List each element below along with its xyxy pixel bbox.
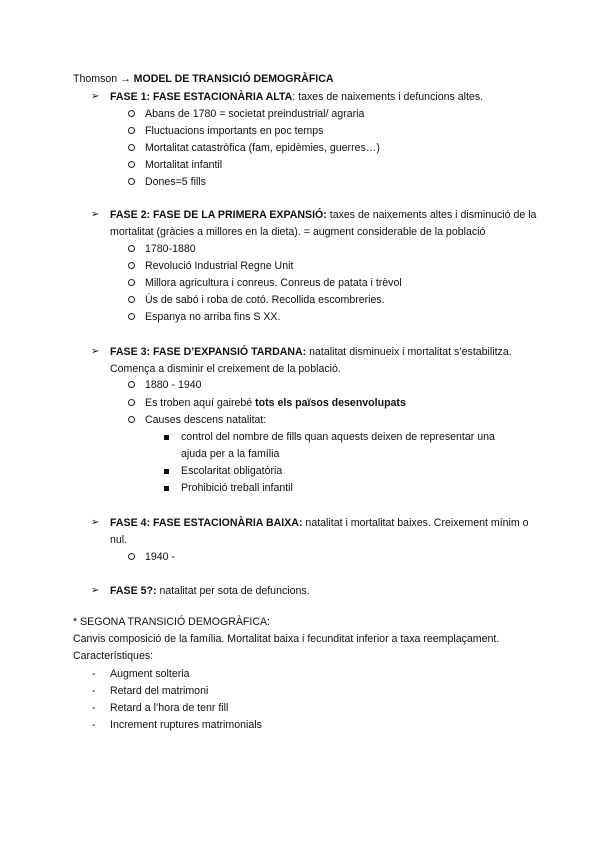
square-bullet-icon xyxy=(164,482,169,496)
fase5-heading: FASE 5?: natalitat per sota de defuncions. xyxy=(110,585,310,597)
fase3-heading: FASE 3: FASE D’EXPANSIÓ TARDANA: natalitat disminueix i mortalitat s’estabilitza. xyxy=(110,346,512,358)
sub-list-item-cont: ajuda per a la família xyxy=(181,448,280,460)
circle-bullet-icon xyxy=(128,379,135,393)
fase2-text: mortalitat (gràcies a millores en la dieta). = augment considerable de la població xyxy=(110,226,486,238)
arrow-bullet-icon: ➢ xyxy=(91,91,100,102)
sub-list-item: Prohibició treball infantil xyxy=(181,482,293,494)
list-item: Millora agricultura i conreus. Conreus de patata i trèvol xyxy=(145,277,402,289)
sub-list-item: control del nombre de fills quan aquests deixen de representar una xyxy=(181,431,495,443)
fase4-text: nul. xyxy=(110,534,128,546)
fase4-heading: FASE 4: FASE ESTACIONÀRIA BAIXA: natalitat i mortalitat baixes. Creixement mínim o xyxy=(110,517,529,529)
list-item: Causes descens natalitat: xyxy=(145,414,267,426)
dash-bullet: - xyxy=(92,685,96,697)
circle-bullet-icon xyxy=(128,277,135,291)
segona-characteristics-label: Característiques: xyxy=(73,650,154,662)
list-item: Fluctuacions importants en poc temps xyxy=(145,125,324,137)
sub-list-item: Escolaritat obligatòria xyxy=(181,465,283,477)
circle-bullet-icon xyxy=(128,397,135,411)
circle-bullet-icon xyxy=(128,414,135,428)
arrow-bullet-icon: ➢ xyxy=(91,585,100,596)
circle-bullet-icon xyxy=(128,294,135,308)
page-title: Thomson → MODEL DE TRANSICIÓ DEMOGRÀFICA xyxy=(73,73,334,85)
list-item: Ús de sabó i roba de cotó. Recollida escombreries. xyxy=(145,294,385,306)
list-item: Revolució Industrial Regne Unit xyxy=(145,260,294,272)
list-item: 1880 - 1940 xyxy=(145,379,202,391)
list-item: Mortalitat infantil xyxy=(145,159,223,171)
list-item: Retard a l’hora de tenr fill xyxy=(110,702,229,714)
circle-bullet-icon xyxy=(128,311,135,325)
list-item: Abans de 1780 = societat preindustrial/ agraria xyxy=(145,108,365,120)
list-item: Augment solteria xyxy=(110,668,190,680)
fase2-heading: FASE 2: FASE DE LA PRIMERA EXPANSIÓ: taxes de naixements altes i disminució de la xyxy=(110,209,537,221)
circle-bullet-icon xyxy=(128,243,135,257)
square-bullet-icon xyxy=(164,431,169,445)
circle-bullet-icon xyxy=(128,125,135,139)
segona-title: * SEGONA TRANSICIÓ DEMOGRÀFICA: xyxy=(73,616,270,628)
list-item: Retard del matrimoni xyxy=(110,685,209,697)
arrow-bullet-icon: ➢ xyxy=(91,346,100,357)
fase3-text: Comença a disminir el creixement de la població. xyxy=(110,363,341,375)
list-item: Increment ruptures matrimonials xyxy=(110,719,262,731)
segona-description: Canvis composició de la família. Mortalitat baixa i fecunditat inferior a taxa reemplaçament. xyxy=(73,633,500,645)
dash-bullet: - xyxy=(92,719,96,731)
circle-bullet-icon xyxy=(128,260,135,274)
list-item: Es troben aquí gairebé tots els països desenvolupats xyxy=(145,397,406,409)
circle-bullet-icon xyxy=(128,142,135,156)
list-item: 1940 - xyxy=(145,551,176,563)
arrow-bullet-icon: ➢ xyxy=(91,209,100,220)
list-item: 1780-1880 xyxy=(145,243,196,255)
list-item: Espanya no arriba fins S XX. xyxy=(145,311,281,323)
circle-bullet-icon xyxy=(128,108,135,122)
list-item: Dones=5 fills xyxy=(145,176,206,188)
list-item: Mortalitat catastròfica (fam, epidèmies, guerres…) xyxy=(145,142,380,154)
circle-bullet-icon xyxy=(128,159,135,173)
circle-bullet-icon xyxy=(128,551,135,565)
circle-bullet-icon xyxy=(128,176,135,190)
dash-bullet: - xyxy=(92,702,96,714)
fase1-heading: FASE 1: FASE ESTACIONÀRIA ALTA: taxes de naixements i defuncions altes. xyxy=(110,91,484,103)
arrow-bullet-icon: ➢ xyxy=(91,517,100,528)
dash-bullet: - xyxy=(92,668,96,680)
square-bullet-icon xyxy=(164,465,169,479)
